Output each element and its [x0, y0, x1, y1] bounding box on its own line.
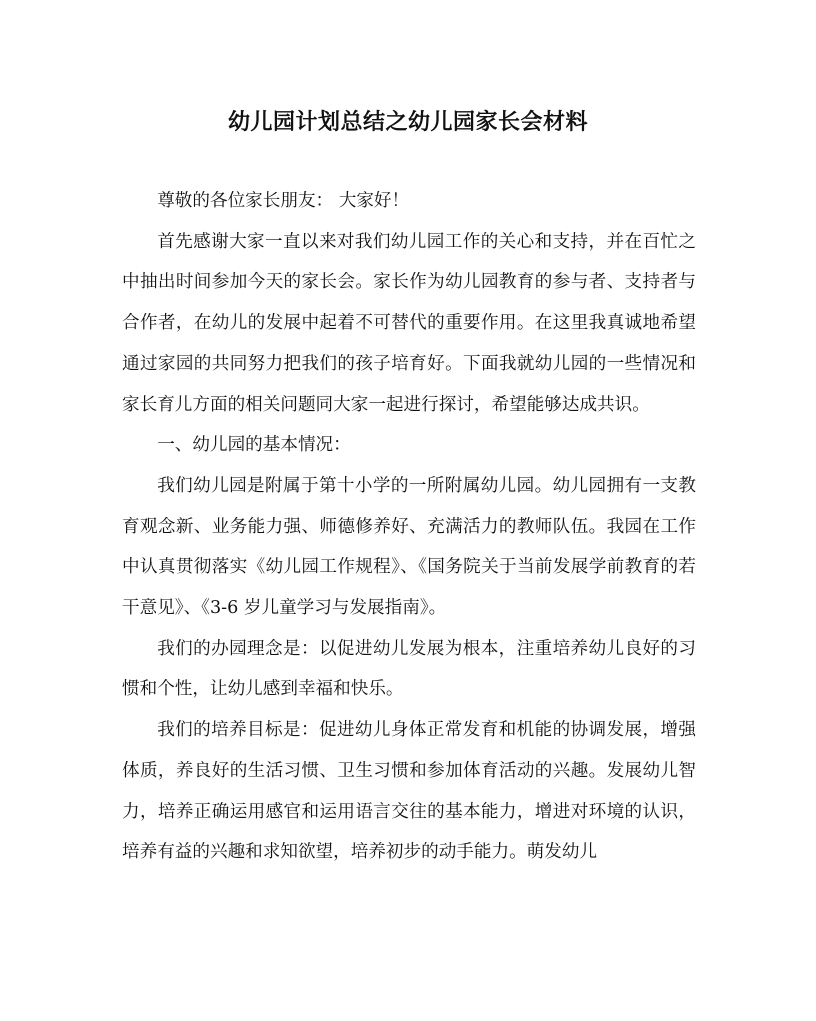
paragraph-philosophy: 我们的办园理念是：以促进幼儿发展为根本，注重培养幼儿良好的习惯和个性，让幼儿感到幸福和快乐。	[122, 638, 696, 700]
document-title: 幼儿园计划总结之幼儿园家长会材料	[227, 109, 588, 135]
paragraph-intro: 首先感谢大家一直以来对我们幼儿园工作的关心和支持，并在百忙之中抽出时间参加今天的家长会。家长作为幼儿园教育的参与者、支持者与合作者，在幼儿的发展中起着不可替代的重要作用。在这里我真诚地希望通过家园的共同努力把我们的孩子培育好。下面我就幼儿园的一些情况和家长育儿方面的相关问题同大家一起进行探讨，希望能够达成共识。	[122, 231, 696, 415]
paragraph-basic-info: 我们幼儿园是附属于第十小学的一所附属幼儿园。幼儿园拥有一支教育观念新、业务能力强、师德修养好、充满活力的教师队伍。我园在工作中认真贯彻落实《幼儿园工作规程》、《国务院关于当前发展学前教育的若干意见》、《3-6 岁儿童学习与发展指南》。	[122, 475, 696, 619]
greeting-line	[122, 181, 696, 222]
greeting-salutation: 尊敬的各位家长朋友：	[157, 191, 334, 211]
section-heading-basic-info: 一、幼儿园的基本情况：	[157, 435, 351, 456]
greeting-hello: 大家好！	[338, 191, 410, 211]
paragraph-goals: 我们的培养目标是：促进幼儿身体正常发育和机能的协调发展，增强体质，养良好的生活习惯、卫生习惯和参加体育活动的兴趣。发展幼儿智力，培养正确运用感官和运用语言交往的基本能力，增进对环境的认识，培养有益的兴趣和求知欲望，培养初步的动手能力。萌发幼儿	[122, 720, 696, 863]
document-body	[122, 181, 696, 873]
